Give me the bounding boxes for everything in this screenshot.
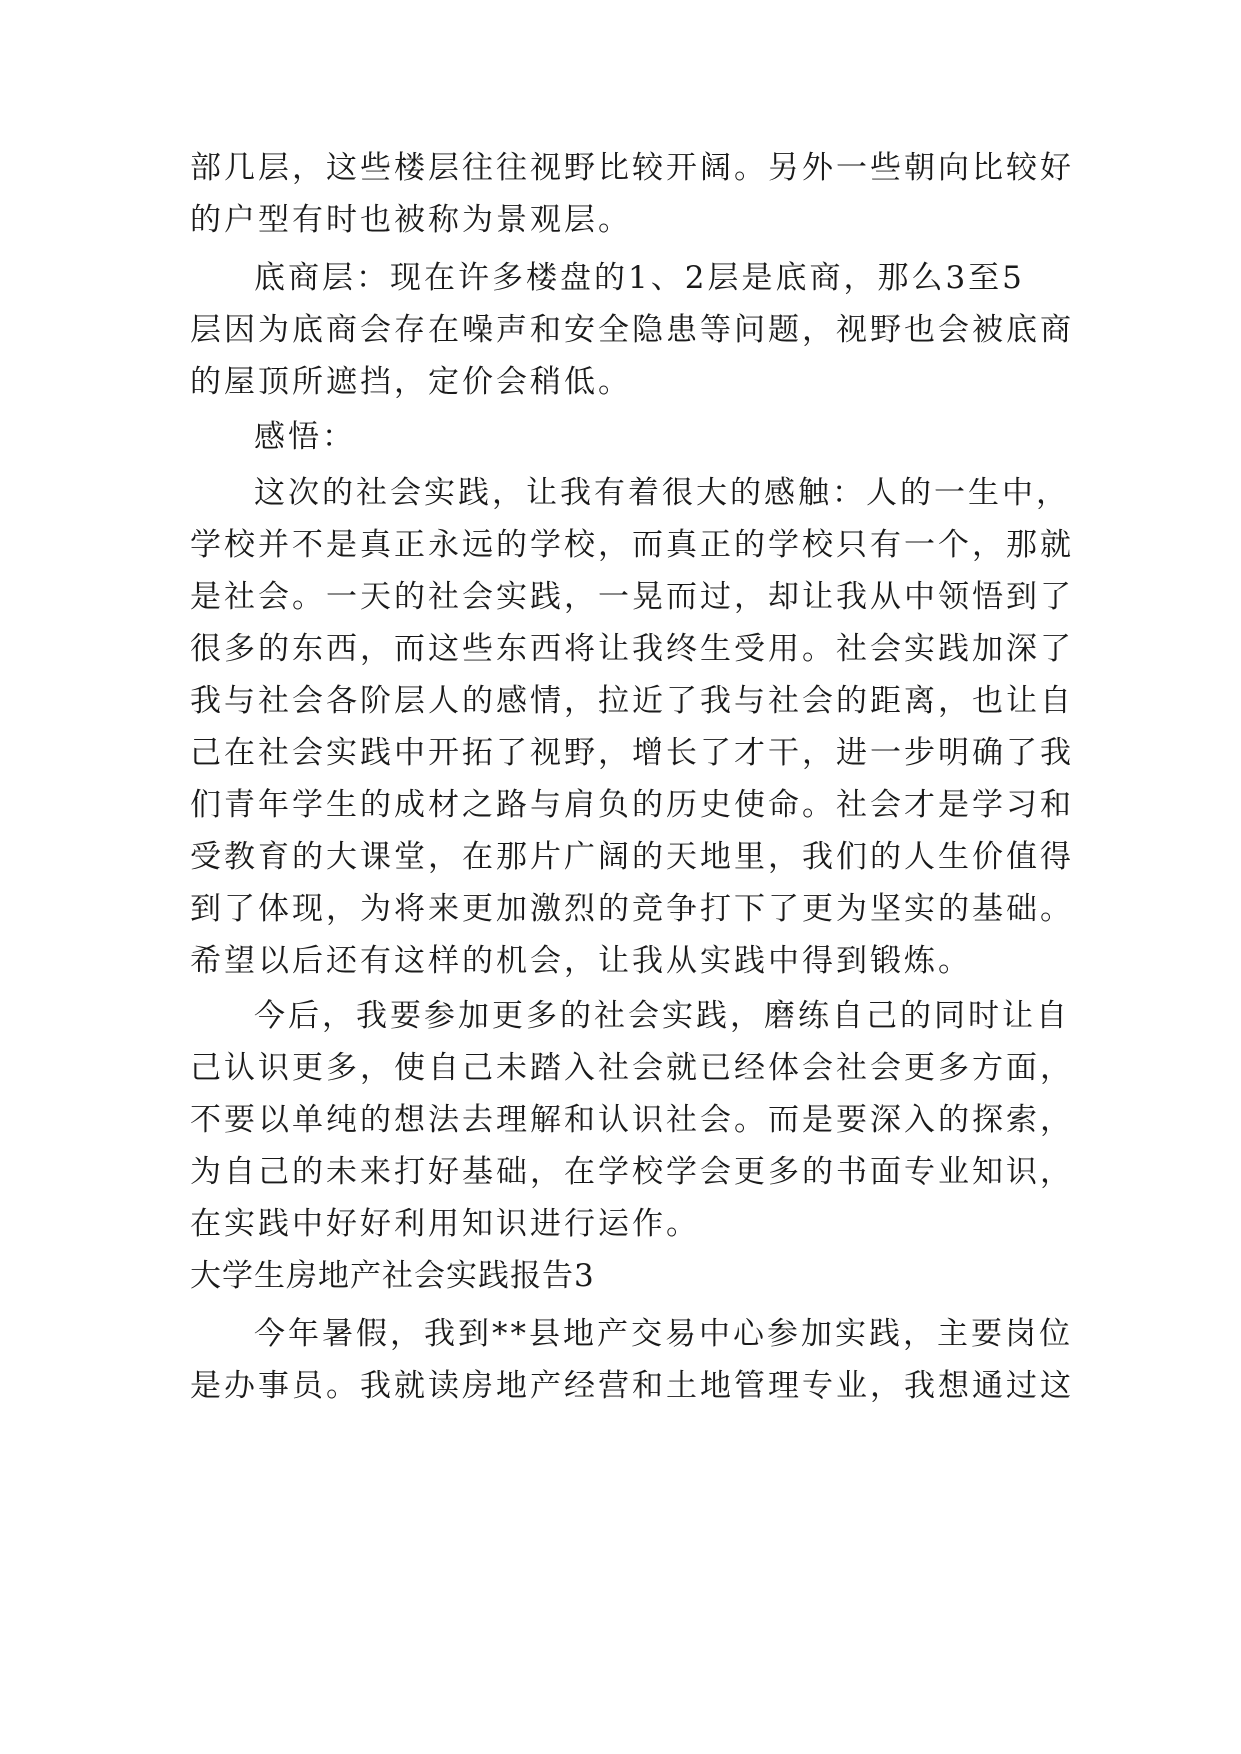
text-line-19: 不要以单纯的想法去理解和认识社会。而是要深入的探索， <box>190 1102 1074 1138</box>
text-line-15: 到了体现，为将来更加激烈的竞争打下了更为坚实的基础。 <box>190 891 1074 927</box>
text-line-8: 学校并不是真正永远的学校，而真正的学校只有一个，那就 <box>190 527 1074 563</box>
text-line-16: 希望以后还有这样的机会，让我从实践中得到锻炼。 <box>190 943 972 979</box>
text-line-23: 今年暑假，我到**县地产交易中心参加实践，主要岗位 <box>254 1316 1073 1352</box>
text-line-10: 很多的东西，而这些东西将让我终生受用。社会实践加深了 <box>190 631 1074 667</box>
text-line-7: 这次的社会实践，让我有着很大的感触：人的一生中， <box>254 475 1070 511</box>
text-line-24: 是办事员。我就读房地产经营和土地管理专业，我想通过这 <box>190 1368 1074 1404</box>
text-line-3: 底商层：现在许多楼盘的1、2层是底商，那么3至5 <box>254 260 1025 296</box>
text-line-12: 己在社会实践中开拓了视野，增长了才干，进一步明确了我 <box>190 735 1074 771</box>
text-line-13: 们青年学生的成材之路与肩负的历史使命。社会才是学习和 <box>190 787 1074 823</box>
text-line-5: 的屋顶所遮挡，定价会稍低。 <box>190 364 632 400</box>
text-line-2: 的户型有时也被称为景观层。 <box>190 202 632 238</box>
text-line-14: 受教育的大课堂，在那片广阔的天地里，我们的人生价值得 <box>190 839 1074 875</box>
text-line-1: 部几层，这些楼层往往视野比较开阔。另外一些朝向比较好 <box>190 150 1074 186</box>
text-line-6: 感悟： <box>254 419 356 455</box>
text-line-20: 为自己的未来打好基础，在学校学会更多的书面专业知识， <box>190 1154 1074 1190</box>
text-line-11: 我与社会各阶层人的感情，拉近了我与社会的距离，也让自 <box>190 683 1074 719</box>
section-heading: 大学生房地产社会实践报告3 <box>190 1258 595 1294</box>
text-line-17: 今后，我要参加更多的社会实践，磨练自己的同时让自 <box>254 998 1070 1034</box>
text-line-4: 层因为底商会存在噪声和安全隐患等问题，视野也会被底商 <box>190 312 1074 348</box>
text-line-9: 是社会。一天的社会实践，一晃而过，却让我从中领悟到了 <box>190 579 1074 615</box>
text-line-21: 在实践中好好利用知识进行运作。 <box>190 1206 700 1242</box>
text-line-18: 己认识更多，使自己未踏入社会就已经体会社会更多方面， <box>190 1050 1074 1086</box>
